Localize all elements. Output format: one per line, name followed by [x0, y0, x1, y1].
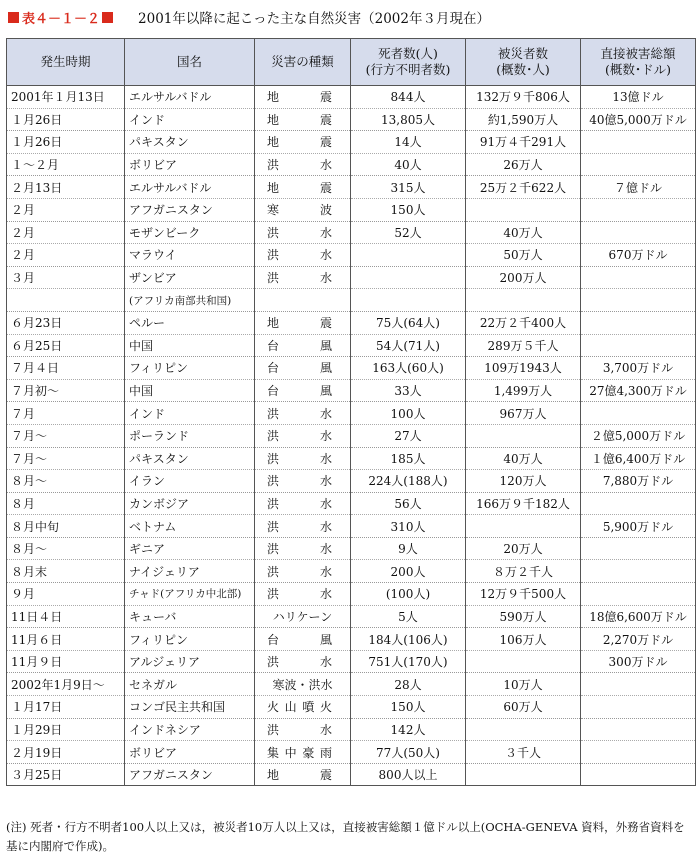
- deaths-cell: 75人(64人): [351, 311, 466, 334]
- damage-cell: [581, 221, 696, 244]
- disaster-type-cell: 地震: [255, 131, 351, 154]
- table-row: [7, 334, 696, 357]
- red-square-icon: [102, 12, 113, 23]
- damage-cell: [581, 696, 696, 719]
- date-cell: [7, 289, 125, 312]
- country-cell: モザンビーク: [125, 221, 255, 244]
- date-cell: ８月～: [7, 470, 125, 493]
- disaster-type-cell: 寒波: [255, 198, 351, 221]
- deaths-cell: 100人: [351, 402, 466, 425]
- header-cell: 国名: [125, 39, 255, 86]
- country-cell: フィリピン: [125, 628, 255, 651]
- disaster-type-cell: [255, 289, 351, 312]
- disaster-type-cell: 台風: [255, 334, 351, 357]
- deaths-cell: 185人: [351, 447, 466, 470]
- disaster-type-cell: 洪水: [255, 153, 351, 176]
- date-cell: ６月23日: [7, 311, 125, 334]
- table-row: [7, 741, 696, 764]
- deaths-cell: 150人: [351, 696, 466, 719]
- affected-cell: [466, 289, 581, 312]
- country-cell: 中国: [125, 334, 255, 357]
- date-cell: ８月～: [7, 537, 125, 560]
- date-cell: ７月～: [7, 424, 125, 447]
- table-row: [7, 537, 696, 560]
- table-row: [7, 470, 696, 493]
- damage-cell: [581, 311, 696, 334]
- damage-cell: 5,900万ドル: [581, 515, 696, 538]
- affected-cell: 120万人: [466, 470, 581, 493]
- date-cell: ２月: [7, 221, 125, 244]
- country-cell: (アフリカ南部共和国): [125, 289, 255, 312]
- damage-cell: [581, 334, 696, 357]
- date-cell: ８月: [7, 492, 125, 515]
- date-cell: 11月９日: [7, 650, 125, 673]
- damage-cell: 670万ドル: [581, 244, 696, 267]
- deaths-cell: 751人(170人): [351, 650, 466, 673]
- country-cell: フィリピン: [125, 357, 255, 380]
- date-cell: ８月末: [7, 560, 125, 583]
- table-row: [7, 311, 696, 334]
- country-cell: インド: [125, 402, 255, 425]
- affected-cell: [466, 424, 581, 447]
- affected-cell: 967万人: [466, 402, 581, 425]
- country-cell: ナイジェリア: [125, 560, 255, 583]
- deaths-cell: (100人): [351, 583, 466, 606]
- table-caption: 2001年以降に起こった主な自然災害（2002年３月現在）: [138, 11, 490, 27]
- table-row: [7, 560, 696, 583]
- deaths-cell: 28人: [351, 673, 466, 696]
- damage-cell: [581, 289, 696, 312]
- deaths-cell: 163人(60人): [351, 357, 466, 380]
- damage-cell: １億6,400万ドル: [581, 447, 696, 470]
- header-cell: 発生時期: [7, 39, 125, 86]
- country-cell: インドネシア: [125, 718, 255, 741]
- disaster-type-cell: ハリケーン: [255, 605, 351, 628]
- table-body: [7, 86, 696, 786]
- deaths-cell: 14人: [351, 131, 466, 154]
- damage-cell: [581, 673, 696, 696]
- date-cell: １～２月: [7, 153, 125, 176]
- deaths-cell: 33人: [351, 379, 466, 402]
- table-row: [7, 605, 696, 628]
- disaster-type-cell: 洪水: [255, 492, 351, 515]
- disaster-type-cell: 台風: [255, 357, 351, 380]
- disaster-type-cell: 寒波・洪水: [255, 673, 351, 696]
- date-cell: ７月: [7, 402, 125, 425]
- date-cell: １月26日: [7, 131, 125, 154]
- country-cell: ペルー: [125, 311, 255, 334]
- affected-cell: 26万人: [466, 153, 581, 176]
- table-number: 表４－１－２: [22, 11, 101, 27]
- deaths-cell: 310人: [351, 515, 466, 538]
- damage-cell: [581, 560, 696, 583]
- table-row: [7, 402, 696, 425]
- deaths-cell: 200人: [351, 560, 466, 583]
- damage-cell: 27億4,300万ドル: [581, 379, 696, 402]
- disaster-type-cell: 地震: [255, 176, 351, 199]
- table-row: [7, 718, 696, 741]
- table-header-row: [7, 39, 696, 86]
- table-row: [7, 583, 696, 606]
- deaths-cell: 142人: [351, 718, 466, 741]
- affected-cell: 60万人: [466, 696, 581, 719]
- country-cell: コンゴ民主共和国: [125, 696, 255, 719]
- affected-cell: ８万２千人: [466, 560, 581, 583]
- affected-cell: 166万９千182人: [466, 492, 581, 515]
- country-cell: インド: [125, 108, 255, 131]
- country-cell: アルジェリア: [125, 650, 255, 673]
- disaster-type-cell: 洪水: [255, 221, 351, 244]
- footnote: (注) 死者・行方不明者100人以上又は，被災者10万人以上又は，直接被害総額１億ドル以上(OCHA-GENEVA 資料，外務省資料を基に内閣府で作成)。: [6, 820, 685, 853]
- disaster-type-cell: 地震: [255, 311, 351, 334]
- affected-cell: 12万９千500人: [466, 583, 581, 606]
- header-cell: 直接被害総額 (概数･ドル): [581, 39, 696, 86]
- damage-cell: 18億6,600万ドル: [581, 605, 696, 628]
- deaths-cell: 315人: [351, 176, 466, 199]
- country-cell: ギニア: [125, 537, 255, 560]
- country-cell: セネガル: [125, 673, 255, 696]
- deaths-cell: [351, 289, 466, 312]
- table-row: [7, 153, 696, 176]
- affected-cell: ３千人: [466, 741, 581, 764]
- table-title: [6, 6, 490, 28]
- affected-cell: 132万９千806人: [466, 86, 581, 109]
- country-cell: アフガニスタン: [125, 198, 255, 221]
- date-cell: ７月～: [7, 447, 125, 470]
- country-cell: パキスタン: [125, 447, 255, 470]
- affected-cell: 20万人: [466, 537, 581, 560]
- deaths-cell: 40人: [351, 153, 466, 176]
- disaster-type-cell: 洪水: [255, 537, 351, 560]
- deaths-cell: 27人: [351, 424, 466, 447]
- table-row: [7, 289, 696, 312]
- damage-cell: [581, 153, 696, 176]
- affected-cell: 25万２千622人: [466, 176, 581, 199]
- deaths-cell: [351, 244, 466, 267]
- country-cell: ボリビア: [125, 153, 255, 176]
- table-row: [7, 628, 696, 651]
- deaths-cell: 52人: [351, 221, 466, 244]
- affected-cell: 22万２千400人: [466, 311, 581, 334]
- red-square-icon: [8, 12, 19, 23]
- deaths-cell: 13,805人: [351, 108, 466, 131]
- country-cell: イラン: [125, 470, 255, 493]
- damage-cell: [581, 537, 696, 560]
- date-cell: ９月: [7, 583, 125, 606]
- affected-cell: 91万４千291人: [466, 131, 581, 154]
- table-row: [7, 244, 696, 267]
- table-row: [7, 673, 696, 696]
- disaster-type-cell: 地震: [255, 86, 351, 109]
- disaster-type-cell: 洪水: [255, 424, 351, 447]
- country-cell: パキスタン: [125, 131, 255, 154]
- date-cell: ７月４日: [7, 357, 125, 380]
- affected-cell: 40万人: [466, 447, 581, 470]
- table-row: [7, 176, 696, 199]
- damage-cell: 2,270万ドル: [581, 628, 696, 651]
- deaths-cell: 77人(50人): [351, 741, 466, 764]
- table-row: [7, 266, 696, 289]
- disaster-type-cell: 集中豪雨: [255, 741, 351, 764]
- damage-cell: [581, 131, 696, 154]
- deaths-cell: [351, 266, 466, 289]
- country-cell: ボリビア: [125, 741, 255, 764]
- damage-cell: ７億ドル: [581, 176, 696, 199]
- country-cell: チャド(アフリカ中北部): [125, 583, 255, 606]
- date-cell: ７月初～: [7, 379, 125, 402]
- damage-cell: [581, 583, 696, 606]
- country-cell: エルサルバドル: [125, 176, 255, 199]
- disaster-type-cell: 地震: [255, 108, 351, 131]
- affected-cell: [466, 515, 581, 538]
- date-cell: 11月６日: [7, 628, 125, 651]
- disaster-type-cell: 洪水: [255, 470, 351, 493]
- country-cell: アフガニスタン: [125, 763, 255, 786]
- disaster-type-cell: 洪水: [255, 718, 351, 741]
- disaster-type-cell: 洪水: [255, 244, 351, 267]
- disaster-type-cell: 台風: [255, 379, 351, 402]
- damage-cell: [581, 763, 696, 786]
- date-cell: １月26日: [7, 108, 125, 131]
- damage-cell: 40億5,000万ドル: [581, 108, 696, 131]
- disaster-type-cell: 地震: [255, 763, 351, 786]
- damage-cell: [581, 198, 696, 221]
- affected-cell: 50万人: [466, 244, 581, 267]
- deaths-cell: 5人: [351, 605, 466, 628]
- deaths-cell: 224人(188人): [351, 470, 466, 493]
- disaster-table: [6, 38, 696, 786]
- header-cell: 災害の種類: [255, 39, 351, 86]
- date-cell: ２月19日: [7, 741, 125, 764]
- damage-cell: [581, 718, 696, 741]
- country-cell: カンボジア: [125, 492, 255, 515]
- date-cell: ３月: [7, 266, 125, 289]
- table-row: [7, 198, 696, 221]
- country-cell: マラウイ: [125, 244, 255, 267]
- table-row: [7, 447, 696, 470]
- deaths-cell: 800人以上: [351, 763, 466, 786]
- deaths-cell: 9人: [351, 537, 466, 560]
- table-row: [7, 696, 696, 719]
- date-cell: ２月: [7, 244, 125, 267]
- disaster-type-cell: 洪水: [255, 650, 351, 673]
- affected-cell: 10万人: [466, 673, 581, 696]
- table-row: [7, 763, 696, 786]
- date-cell: 2002年1月9日～: [7, 673, 125, 696]
- date-cell: ６月25日: [7, 334, 125, 357]
- deaths-cell: 54人(71人): [351, 334, 466, 357]
- table-row: [7, 650, 696, 673]
- disaster-type-cell: 台風: [255, 628, 351, 651]
- table-row: [7, 515, 696, 538]
- country-cell: キューバ: [125, 605, 255, 628]
- country-cell: ザンビア: [125, 266, 255, 289]
- affected-cell: [466, 198, 581, 221]
- disaster-type-cell: 洪水: [255, 560, 351, 583]
- deaths-cell: 150人: [351, 198, 466, 221]
- header-cell: 死者数(人) (行方不明者数): [351, 39, 466, 86]
- affected-cell: [466, 650, 581, 673]
- date-cell: 11日４日: [7, 605, 125, 628]
- deaths-cell: 56人: [351, 492, 466, 515]
- disaster-type-cell: 洪水: [255, 447, 351, 470]
- damage-cell: [581, 402, 696, 425]
- affected-cell: [466, 763, 581, 786]
- deaths-cell: 844人: [351, 86, 466, 109]
- table-row: [7, 108, 696, 131]
- damage-cell: 3,700万ドル: [581, 357, 696, 380]
- affected-cell: 109万1943人: [466, 357, 581, 380]
- affected-cell: [466, 718, 581, 741]
- damage-cell: 13億ドル: [581, 86, 696, 109]
- damage-cell: ２億5,000万ドル: [581, 424, 696, 447]
- table-row: [7, 424, 696, 447]
- affected-cell: 1,499万人: [466, 379, 581, 402]
- table-row: [7, 86, 696, 109]
- country-cell: 中国: [125, 379, 255, 402]
- date-cell: ８月中旬: [7, 515, 125, 538]
- damage-cell: [581, 266, 696, 289]
- damage-cell: 7,880万ドル: [581, 470, 696, 493]
- damage-cell: [581, 492, 696, 515]
- affected-cell: 約1,590万人: [466, 108, 581, 131]
- disaster-type-cell: 洪水: [255, 515, 351, 538]
- table-row: [7, 221, 696, 244]
- date-cell: １月17日: [7, 696, 125, 719]
- table-row: [7, 492, 696, 515]
- damage-cell: [581, 741, 696, 764]
- header-cell: 被災者数 (概数･人): [466, 39, 581, 86]
- country-cell: ベトナム: [125, 515, 255, 538]
- country-cell: ポーランド: [125, 424, 255, 447]
- affected-cell: 106万人: [466, 628, 581, 651]
- country-cell: エルサルバドル: [125, 86, 255, 109]
- disaster-type-cell: 洪水: [255, 583, 351, 606]
- date-cell: ３月25日: [7, 763, 125, 786]
- date-cell: １月29日: [7, 718, 125, 741]
- affected-cell: 289万５千人: [466, 334, 581, 357]
- disaster-type-cell: 洪水: [255, 402, 351, 425]
- damage-cell: 300万ドル: [581, 650, 696, 673]
- table-row: [7, 357, 696, 380]
- affected-cell: 40万人: [466, 221, 581, 244]
- table-row: [7, 131, 696, 154]
- date-cell: ２月: [7, 198, 125, 221]
- deaths-cell: 184人(106人): [351, 628, 466, 651]
- disaster-type-cell: 火山噴火: [255, 696, 351, 719]
- date-cell: ２月13日: [7, 176, 125, 199]
- table-row: [7, 379, 696, 402]
- affected-cell: 200万人: [466, 266, 581, 289]
- affected-cell: 590万人: [466, 605, 581, 628]
- disaster-type-cell: 洪水: [255, 266, 351, 289]
- date-cell: 2001年１月13日: [7, 86, 125, 109]
